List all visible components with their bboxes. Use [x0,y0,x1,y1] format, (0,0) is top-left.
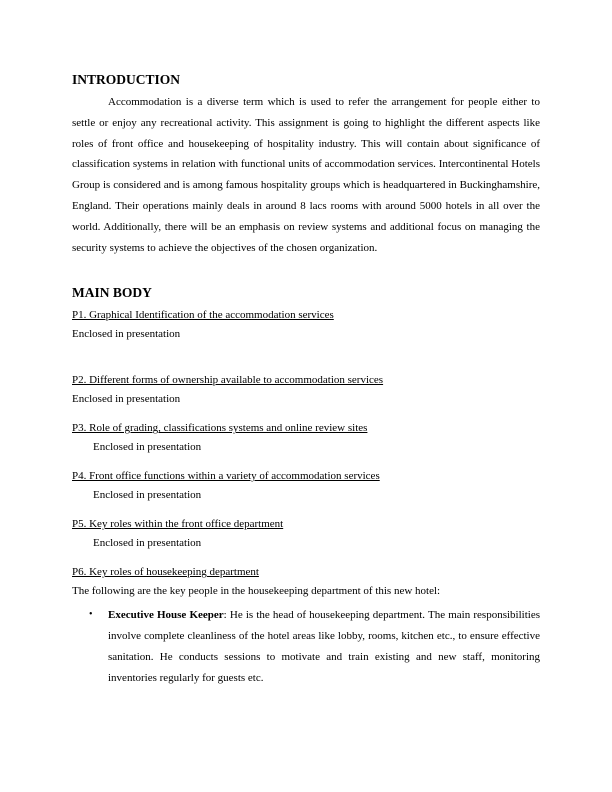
section-p4 [72,468,540,503]
main-body-heading: MAIN BODY [72,285,152,301]
introduction-paragraph: Accommodation is a diverse term which is used to refer the arrangement for people either to settle or enjoy any recreational activity. This assignment is going to highlight the different aspects like roles of front office and housekeeping of hospitality industry. This will contain about significance of classification systems in relation with functional units of accommodation services. Intercontinental Hotels Group is considered and is among famous hospitality groups which is headquartered in Buckinghamshire, England. Their operations mainly deals in around 8 lacs rooms with around 5000 hotels in all over the world. Additionally, there will be an emphasis on review systems and additional focus on managing the security systems to achieve the objectives of the chosen organization. [72,96,540,254]
section-title: P6. Key roles of housekeeping department [72,566,259,579]
key-roles-list [72,605,540,688]
section-p6 [72,564,540,688]
section-title: P4. Front office functions within a variety of accommodation services [72,470,380,483]
section-body: Enclosed in presentation [93,537,202,550]
bullet-term: Executive House Keeper [108,609,224,622]
section-body: Enclosed in presentation [72,328,181,341]
introduction-heading: INTRODUCTION [72,72,181,87]
section-body: Enclosed in presentation [93,441,202,454]
section-title: P3. Role of grading, classifications systems and online review sites [72,422,368,435]
section-p1 [72,307,540,342]
section-title: P2. Different forms of ownership available to accommodation services [72,374,384,387]
bullet-icon: • [89,609,93,621]
section-body: The following are the key people in the housekeeping department of this new hotel: [72,585,441,598]
section-title: P1. Graphical Identification of the accommodation services [72,309,334,322]
bullet-text: : He is the head of housekeeping department. The main responsibilities involve complete cleanliness of the hotel areas like lobby, rooms, kitchen etc., to ensure effective sanitation. He conducts sessions to motivate and train existing and new staff, monitoring inventories regularly for guests etc. [108,609,540,684]
section-title: P5. Key roles within the front office department [72,518,284,531]
section-p2 [72,372,540,407]
section-body: Enclosed in presentation [72,393,181,406]
section-p3 [72,420,540,455]
document-page [72,71,540,689]
list-item [72,605,540,688]
section-body: Enclosed in presentation [93,489,202,502]
section-p5 [72,516,540,551]
